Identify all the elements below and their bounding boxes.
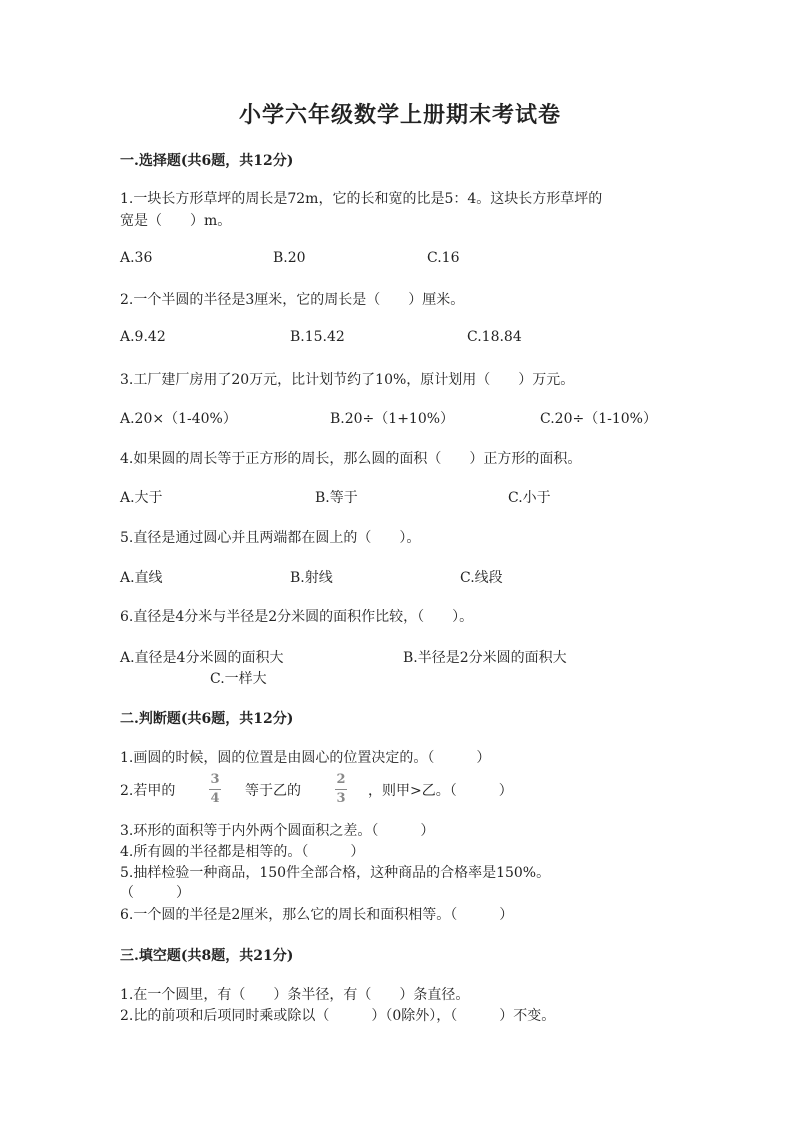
fraction-bar <box>209 789 221 790</box>
choice-q1-line1: 1.一块长方形草坪的周长是72m，它的长和宽的比是5：4。这块长方形草坪的 <box>120 191 603 207</box>
fraction-denominator: 3 <box>336 791 346 806</box>
fraction-numerator: 3 <box>210 772 220 787</box>
fraction-three-quarters <box>209 772 221 807</box>
judge-q6: 6.一个圆的半径是2厘米，那么它的周长和面积相等。（ ） <box>120 907 514 923</box>
choice-q2: 2.一个半圆的半径是3厘米，它的周长是（ ）厘米。 <box>120 292 465 308</box>
fraction-two-thirds <box>335 772 347 807</box>
choice-q5-option-a: A.直线 <box>120 570 163 586</box>
choice-q4-option-a: A.大于 <box>120 490 163 506</box>
judge-q1: 1.画圆的时候，圆的位置是由圆心的位置决定的。（ ） <box>120 750 491 766</box>
judge-q2-part-c: ，则甲>乙。（ ） <box>368 783 513 799</box>
choice-q2-option-b: B.15.42 <box>290 329 345 345</box>
choice-q1-option-b: B.20 <box>273 250 306 266</box>
section-heading-choice: 一.选择题(共6题，共12分) <box>120 153 294 169</box>
section-heading-judge: 二.判断题(共6题，共12分) <box>120 711 294 727</box>
fraction-numerator: 2 <box>336 772 346 787</box>
fraction-denominator: 4 <box>210 791 220 806</box>
section-heading-fill: 三.填空题(共8题，共21分) <box>120 948 294 964</box>
choice-q5-option-c: C.线段 <box>460 570 503 586</box>
judge-q2-part-a: 2.若甲的 <box>120 783 176 799</box>
choice-q5: 5.直径是通过圆心并且两端都在圆上的（ ）。 <box>120 530 421 546</box>
choice-q1-option-c: C.16 <box>427 250 460 266</box>
choice-q6-option-c: C.一样大 <box>210 671 267 687</box>
fill-q1: 1.在一个圆里，有（ ）条半径，有（ ）条直径。 <box>120 987 470 1003</box>
judge-q2-part-b: 等于乙的 <box>245 783 301 799</box>
judge-q5-line1: 5.抽样检验一种商品，150件全部合格，这种商品的合格率是150%。 <box>120 865 551 881</box>
choice-q1-line2: 宽是（ ）m。 <box>120 213 232 229</box>
choice-q3-option-b: B.20÷（1+10%） <box>330 411 455 427</box>
choice-q4: 4.如果圆的周长等于正方形的周长，那么圆的面积（ ）正方形的面积。 <box>120 451 582 467</box>
choice-q3-option-a: A.20×（1-40%） <box>120 411 237 427</box>
fill-q2: 2.比的前项和后项同时乘或除以（ ）（0除外），（ ）不变。 <box>120 1008 556 1024</box>
judge-q3: 3.环形的面积等于内外两个圆面积之差。（ ） <box>120 823 435 839</box>
choice-q3-option-c: C.20÷（1-10%） <box>540 411 657 427</box>
choice-q2-option-c: C.18.84 <box>467 329 522 345</box>
fraction-bar <box>335 789 347 790</box>
choice-q3: 3.工厂建厂房用了20万元，比计划节约了10%，原计划用（ ）万元。 <box>120 372 575 388</box>
judge-q5-line2: （ ） <box>120 885 190 901</box>
choice-q6-option-a: A.直径是4分米圆的面积大 <box>120 650 284 666</box>
page-title: 小学六年级数学上册期末考试卷 <box>238 102 561 128</box>
choice-q4-option-b: B.等于 <box>315 490 358 506</box>
choice-q5-option-b: B.射线 <box>290 570 333 586</box>
choice-q6-option-b: B.半径是2分米圆的面积大 <box>403 650 567 666</box>
choice-q4-option-c: C.小于 <box>508 490 551 506</box>
choice-q6: 6.直径是4分米与半径是2分米圆的面积作比较，（ ）。 <box>120 609 474 625</box>
choice-q1-option-a: A.36 <box>120 250 153 266</box>
judge-q4: 4.所有圆的半径都是相等的。（ ） <box>120 844 365 860</box>
choice-q2-option-a: A.9.42 <box>120 329 166 345</box>
